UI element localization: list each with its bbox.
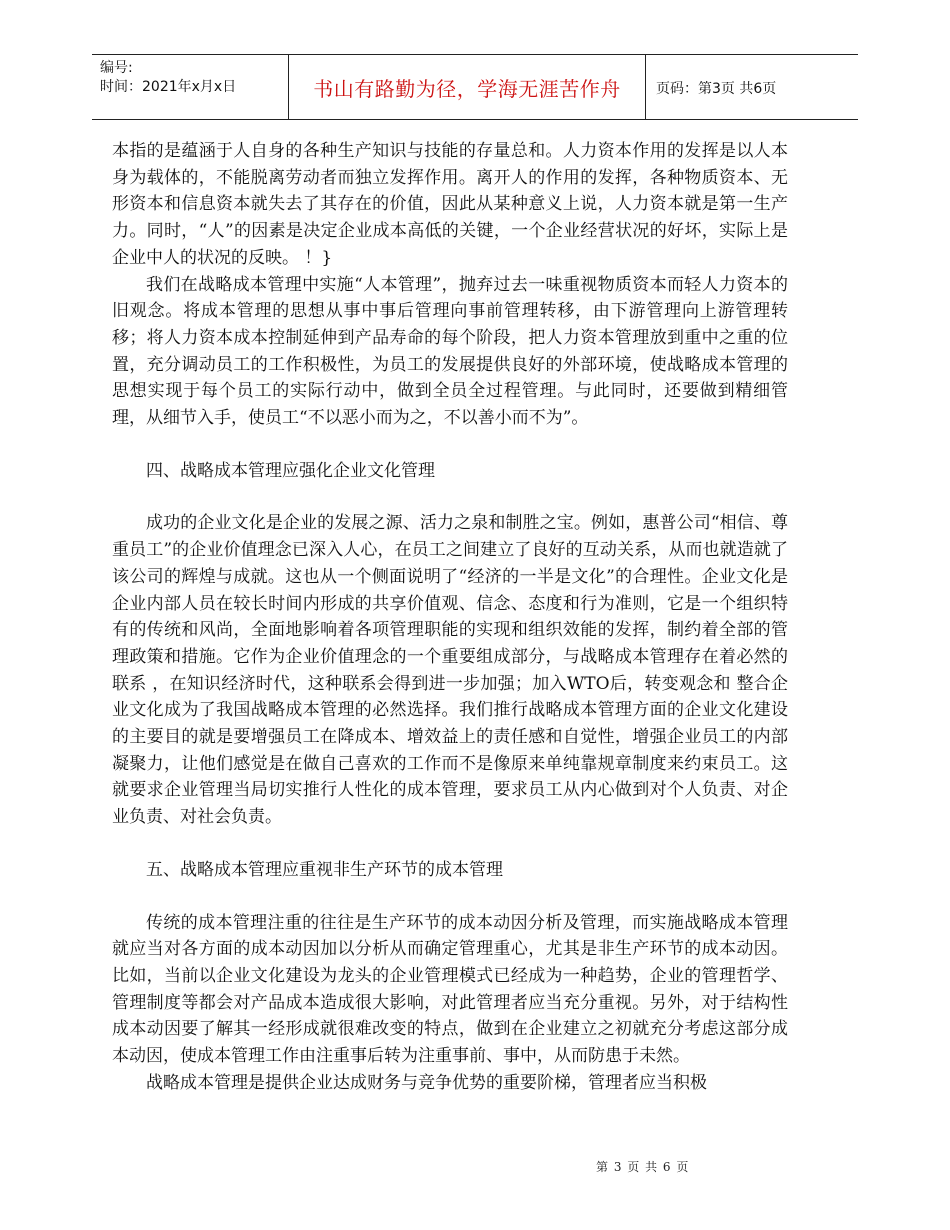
header-motto: 书山有路勤为径，学海无涯苦作舟 (288, 55, 646, 120)
section-heading: 四、战略成本管理应强化企业文化管理 (146, 460, 435, 481)
page-header (92, 54, 858, 120)
document-body (112, 138, 788, 1097)
time-label: 时间：2021年x月x日 (100, 79, 237, 95)
paragraph: 本指的是蕴涵于人自身的各种生产知识与技能的存量总和。人力资本作用的发挥是以人本身为载体的，不能脱离劳动者而独立发挥作用。离开人的作用的发挥，各种物质资本、无形资本和信息资本就失去了其存在的价值，因此从某种意义上说，人力资本就是第一生产力。同时，“人”的因素是决定企业成本高低的关键，一个企业经营状况的好坏，实际上是企业中人的状况的反映。 ！} (112, 141, 788, 268)
number-label: 编号: (100, 60, 133, 76)
page-footer: 第 3 页 共 6 页 (596, 1160, 690, 1174)
header-page-info: 页码：第3页 共6页 (656, 80, 777, 97)
section-heading: 五、战略成本管理应重视非生产环节的成本管理 (146, 859, 503, 880)
paragraph: 传统的成本管理注重的往往是生产环节的成本动因分析及管理，而实施战略成本管理就应当对各方面的成本动因加以分析从而确定管理重心，尤其是非生产环节的成本动因。比如，当前以企业文化建设为龙头的企业管理模式已经成为一种趋势，企业的管理哲学、管理制度等都会对产品成本造成很大影响，对此管理者应当充分重视。另外，对于结构性成本动因要了解其一经形成就很难改变的特点，做到在企业建立之初就充分考虑这部分成本动因，使成本管理工作由注重事后转为注重事前、事中，从而防患于未然。 (112, 912, 788, 1067)
header-meta (100, 59, 276, 97)
paragraph: 成功的企业文化是企业的发展之源、活力之泉和制胜之宝。例如，惠普公司“相信、尊重员工”的企业价值理念已深入人心，在员工之间建立了良好的互动关系，从而也就造就了该公司的辉煌与成就。这也从一个侧面说明了“经济的一半是文化”的合理性。企业文化是企业内部人员在较长时间内形成的共享价值观、信念、态度和行为准则，它是一个组织特有的传统和风尚，全面地影响着各项管理职能的实现和组织效能的发挥，制约着全部的管理政策和措施。它作为企业价值理念的一个重要组成部分，与战略成本管理存在着必然的联系 ，在知识经济时代，这种联系会得到进一步加强；加入WTO后，转变观念和 整合企业文化成为了我国战略成本管理的必然选择。我们推行战略成本管理方面的企业文化建设的主要目的就是要增强员工在降成本、增效益上的责任感和自觉性，增强企业员工的内部凝聚力，让他们感觉是在做自己喜欢的工作而不是像原来单纯靠规章制度来约束员工。这就要求企业管理当局切实推行人性化的成本管理，要求员工从内心做到对个人负责、对企业负责、对社会负责。 (112, 513, 788, 828)
paragraph: 战略成本管理是提供企业达成财务与竞争优势的重要阶梯，管理者应当积极 (146, 1072, 707, 1093)
paragraph: 我们在战略成本管理中实施“人本管理”，抛弃过去一味重视物质资本而轻人力资本的旧观念。将成本管理的思想从事中事后管理向事前管理转移，由下游管理向上游管理转移；将人力资本成本控制延伸到产品寿命的每个阶段，把人力资本管理放到重中之重的位置，充分调动员工的工作积极性，为员工的发展提供良好的外部环境，使战略成本管理的思想实现于每个员工的实际行动中，做到全员全过程管理。与此同时，还要做到精细管理，从细节入手，使员工“不以恶小而为之，不以善小而不为”。 (112, 274, 788, 429)
